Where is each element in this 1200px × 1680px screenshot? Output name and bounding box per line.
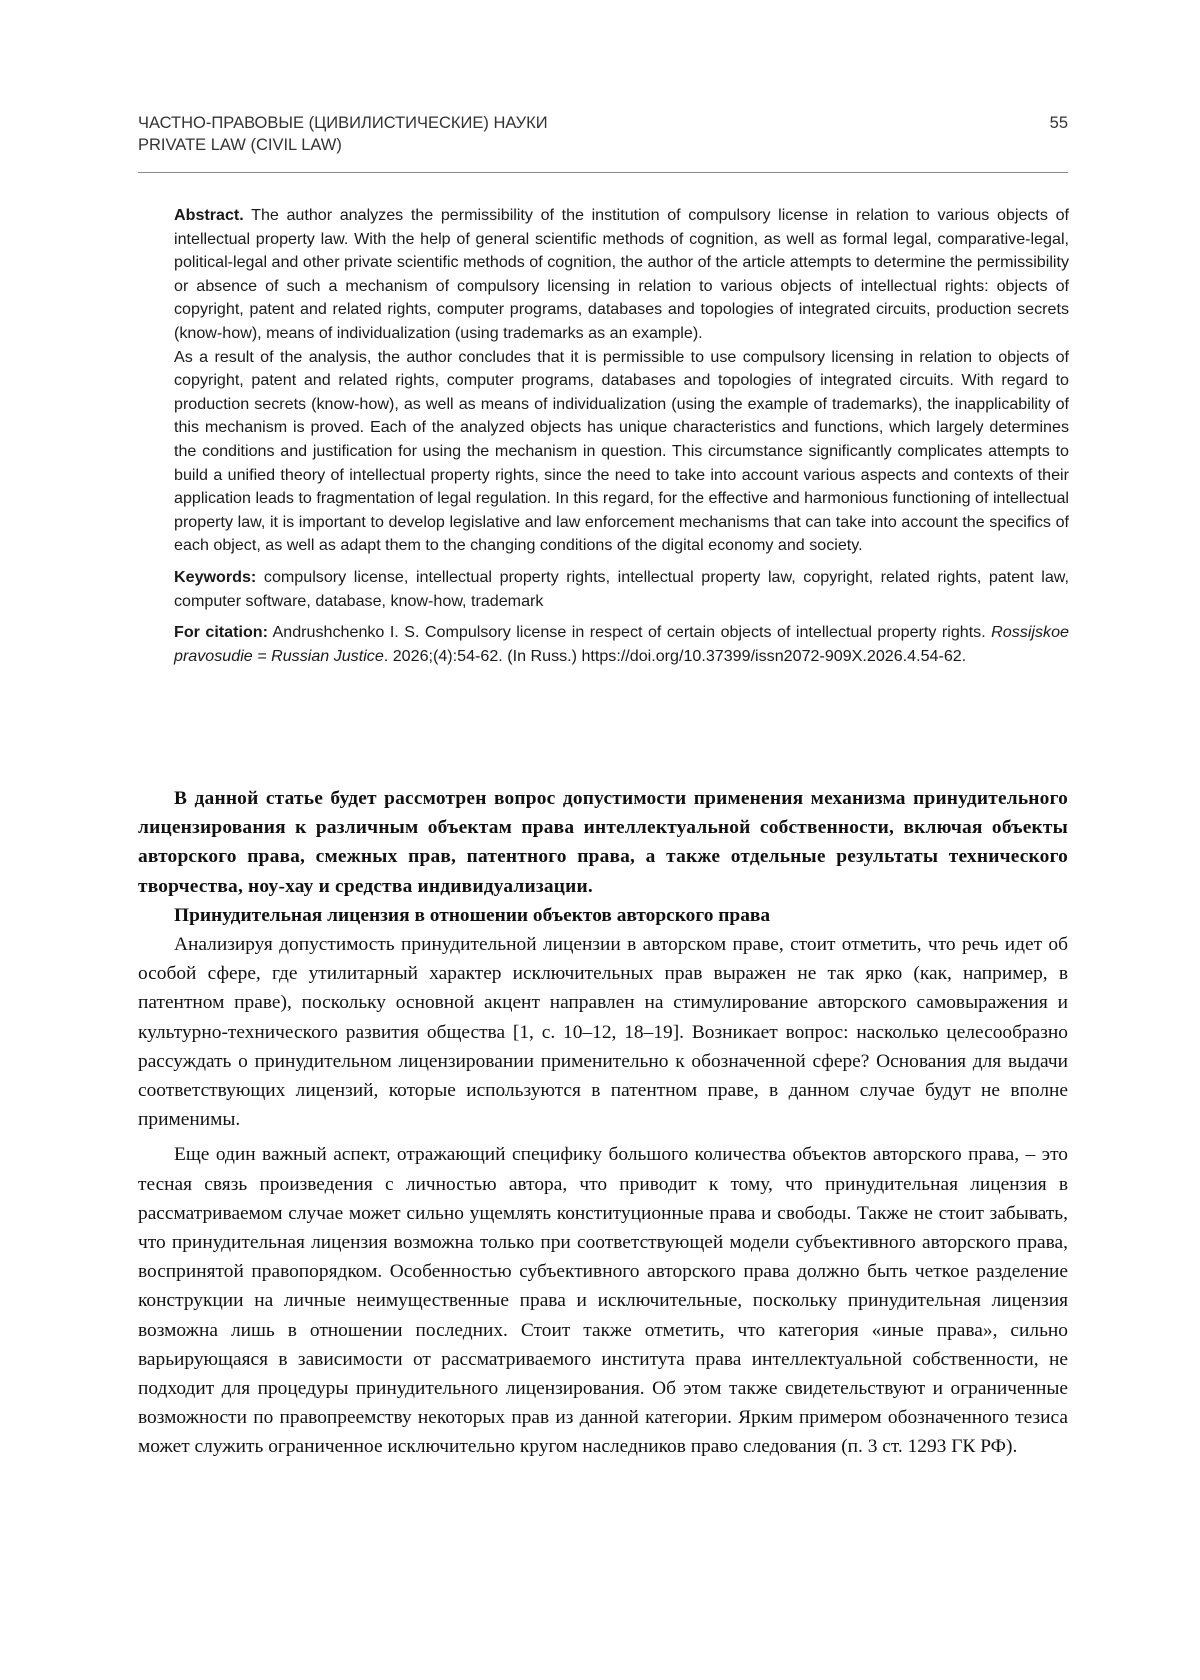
header-divider (138, 172, 1068, 173)
abstract-paragraph-1 (174, 204, 1069, 346)
abstract-paragraph-2: As a result of the analysis, the author concludes that it is permissible to use compulsory licensing in relation to objects of copyright, patent and related rights, computer programs, databases and topologies of integrated circuits. With regard to production secrets (know-how), as well as means of individualization (using the example of trademarks), the inapplicability of this mechanism is proved. Each of the analyzed objects has unique characteristics and functions, which largely determines the conditions and justification for using the mechanism in question. This circumstance significantly complicates attempts to build a unified theory of intellectual property rights, since the need to take into account various aspects and contexts of their application leads to fragmentation of legal regulation. In this regard, for the effective and harmonious functioning of intellectual property law, it is important to develop legislative and law enforcement mechanisms that can take into account the specifics of each object, as well as adapt them to the changing conditions of the digital economy and society. (174, 347, 1069, 555)
keywords (174, 566, 1069, 613)
section-title-en: PRIVATE LAW (CIVIL LAW) (138, 136, 342, 154)
abstract-text-1: The author analyzes the permissibility of the institution of compulsory license in relation to various objects of intellectual property law. With the help of general scientific methods of cognition, as well as formal legal, comparative-legal, political-legal and other private scientific methods of cognition, the author of the article attempts to determine the permissibility or absence of such a mechanism of compulsory licensing in relation to various objects of intellectual rights: objects of copyright, patent and related rights, computer programs, databases and topologies of integrated circuits, production secrets (know-how), means of individualization (using trademarks as an example). (174, 206, 1069, 342)
section-heading: Принудительная лицензия в отношении объектов авторского права (174, 904, 771, 926)
body-paragraph-1: Анализируя допустимость принудительной лицензии в авторском праве, стоит отметить, что речь идет об особой сфере, где утилитарный характер исключительных прав выражен не так ярко (как, например, в патентном праве), поскольку основной акцент направлен на стимулирование авторского самовыражения и культурно-технического развития общества [1, с. 10–12, 18–19]. Возникает вопрос: насколько целесообразно рассуждать о принудительном лицензировании применительно к обозначенной сфере? Основания для выдачи соответствующих лицензий, которые используются в патентном праве, в данном случае будут не вполне применимы. (138, 934, 1068, 1131)
citation-label: For citation: (174, 623, 268, 642)
keywords-text: compulsory license, intellectual property rights, intellectual property law, copyright, related rights, patent law, computer software, database, know-how, trademark (174, 567, 1069, 610)
running-header (138, 112, 1068, 156)
lead-paragraph: В данной статье будет рассмотрен вопрос допустимости применения механизма принудительного лицензирования к различным объектам права интеллектуальной собственности, включая объекты авторского права, смежных прав, патентного права, а также отдельные результаты технического творчества, ноу-хау и средства индивидуализации. (138, 788, 1068, 897)
citation-journal: Rossijskoe pravosudie = Russian Justice (174, 623, 1069, 665)
page-number: 55 (1049, 114, 1068, 132)
citation-details: . 2026;(4):54-62. (In Russ.) https://doi.org/10.37399/issn2072-909X.2026.4.54-62. (383, 646, 967, 665)
abstract-label: Abstract. (174, 206, 244, 224)
keywords-label: Keywords: (174, 567, 257, 586)
citation-text: Andrushchenko I. S. Compulsory license in respect of certain objects of intellectual property rights. (272, 623, 986, 642)
body-paragraph-2: Еще один важный аспект, отражающий специфику большого количества объектов авторского права, – это тесная связь произведения с личностью автора, что приводит к тому, что принудительная лицензия в рассматриваемом случае может сильно ущемлять конституционные права и свободы. Также не стоит забывать, что принудительная лицензия возможна только при соответствующей модели субъективного авторского права, воспринятой правопорядком. Особенностью субъективного авторского права должно быть четкое разделение конструкции на личные неимущественные права и исключительные, поскольку принудительная лицензия возможна лишь в отношении последних. Стоит также отметить, что категория «иные права», сильно варьирующаяся в зависимости от рассматриваемого института права интеллектуальной собственности, не подходит для процедуры принудительного лицензирования. Об этом также свидетельствуют и ограниченные возможности по правопреемству некоторых прав из данной категории. Ярким примером обозначенного тезиса может служить ограниченное исключительно кругом наследников право следования (п. 3 ст. 1293 ГК РФ). (138, 1144, 1068, 1458)
article-body (138, 784, 1068, 1462)
section-title-ru: ЧАСТНО-ПРАВОВЫЕ (ЦИВИЛИСТИЧЕСКИЕ) НАУКИ (138, 114, 548, 132)
abstract-block (174, 204, 1069, 668)
citation (174, 621, 1069, 668)
